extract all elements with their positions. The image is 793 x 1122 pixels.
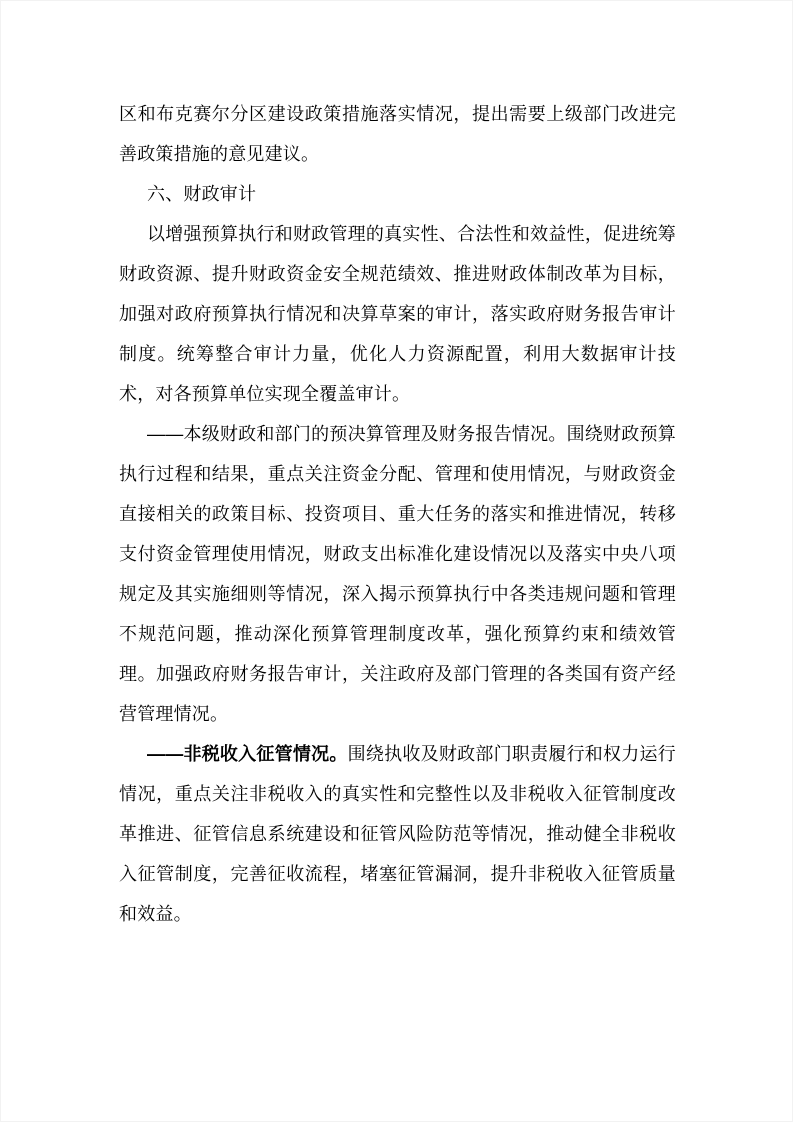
paragraph-budget-management: ——本级财政和部门的预决算管理及财务报告情况。围绕财政预算执行过程和结果，重点关注资金分配、管理和使用情况，与财政资金直接相关的政策目标、投资项目、重大任务的落实和推进情况，转移支付资金管理使用情况，财政支出标准化建设情况以及落实中央八项规定及其实施细则等情况，深入揭示预算执行中各类违规问题和管理不规范问题，推动深化预算管理制度改革，强化预算约束和绩效管理。加强政府财务报告审计，关注政府及部门管理的各类国有资产经营管理情况。 bbox=[119, 424, 676, 724]
nontax-revenue-bold-lead: ——非税收入征管情况。 bbox=[147, 744, 348, 764]
section-heading: 六、财政审计 bbox=[147, 184, 257, 204]
paragraph-nontax-revenue bbox=[119, 734, 676, 934]
nontax-revenue-body-text: 围绕执收及财政部门职责履行和权力运行情况，重点关注非税收入的真实性和完整性以及非税收入征管制度改革推进、征管信息系统建设和征管风险防范等情况，推动健全非税收入征管制度，完善征收流程，堵塞征管漏洞，提升非税收入征管质量和效益。 bbox=[119, 744, 676, 924]
paragraph-finance-audit-intro: 以增强预算执行和财政管理的真实性、合法性和效益性，促进统筹财政资源、提升财政资金安全规范绩效、推进财政体制改革为目标，加强对政府预算执行情况和决算草案的审计，落实政府财务报告审计制度。统筹整合审计力量，优化人力资源配置，利用大数据审计技术，对各预算单位实现全覆盖审计。 bbox=[119, 224, 676, 404]
document-content bbox=[119, 94, 676, 934]
paragraph-continuation: 区和布克赛尔分区建设政策措施落实情况，提出需要上级部门改进完善政策措施的意见建议。 bbox=[119, 104, 676, 164]
